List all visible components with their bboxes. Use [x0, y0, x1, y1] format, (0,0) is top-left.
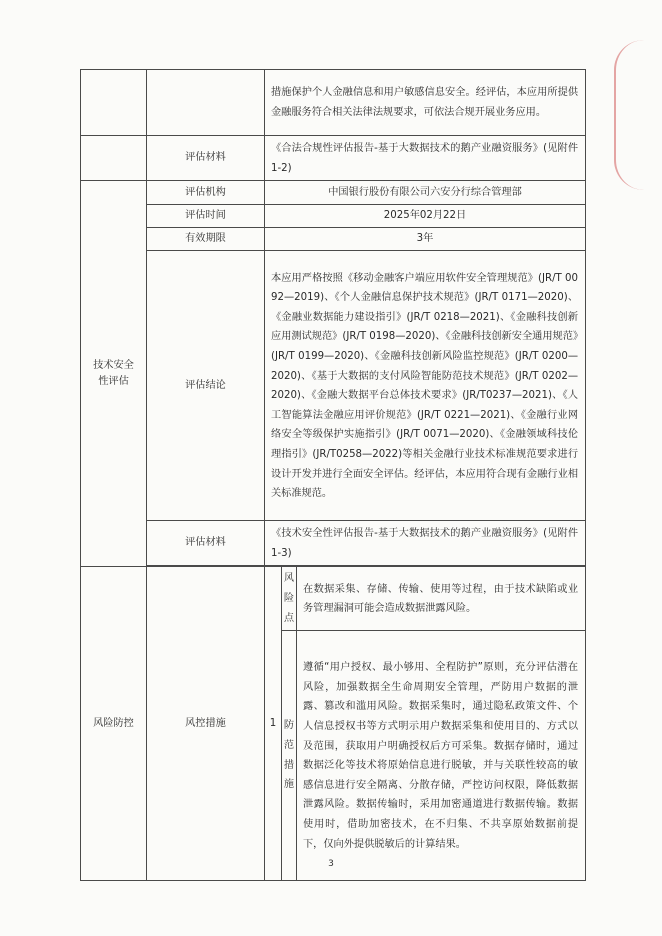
assessment-time-label: 评估时间 [147, 205, 265, 228]
validity-period-value: 3年 [265, 228, 586, 251]
risk-control-section-label: 风险防控 [81, 567, 147, 881]
table-row [81, 136, 586, 181]
table-row [81, 181, 586, 205]
table-row [81, 70, 586, 136]
compliance-conclusion-continued: 措施保护个人金融信息和用户敏感信息安全。经评估，本应用所提供金融服务符合相关法律法规要求，可依法合规开展业务应用。 [265, 70, 586, 136]
prevention-measures-label: 防 范 措 施 [282, 631, 297, 881]
risk-measures-label: 风控措施 [147, 567, 265, 881]
tech-material-label: 评估材料 [147, 521, 265, 566]
compliance-material-label: 评估材料 [147, 136, 265, 181]
assessment-time-value: 2025年02月22日 [265, 205, 586, 228]
tech-material-text: 《技术安全性评估报告-基于大数据技术的鹅产业融资服务》(见附件1-3) [265, 521, 586, 566]
table-row [81, 228, 586, 251]
compliance-material-text: 《合法合规性评估报告-基于大数据技术的鹅产业融资服务》(见附件1-2) [265, 136, 586, 181]
seal-stamp-partial [614, 40, 662, 190]
risk-point-label: 风 险 点 [282, 567, 297, 631]
table-row [81, 251, 586, 521]
tech-security-section-label: 技术安全 性评估 [81, 181, 147, 567]
assessment-conclusion-text: 本应用严格按照《移动金融客户端应用软件安全管理规范》(JR/T 0092—2019)、《个人金融信息保护技术规范》(JR/T 0171—2020)、《金融业数据能力建设指引》(JR/T 0218—2021)、《金融科技创新应用测试规范》(JR/T 0198—2020)、《金融科技创新安全通用规范》(JR/T 0199—2020)、《金融科技创新风险监控规范》(JR/T 0200—2020)、《基于大数据的支付风险智能防范技术规范》(JR/T 0202—2020)、《金融大数据平台总体技术要求》(JR/T0237—2021)、《人工智能算法金融应用评价规范》(JR/T 0221—2021)、《金融行业网络安全等级保护实施指引》(JR/T 0071—2020)、《金融领域科技伦理指引》(JR/T0258—2022)等相关金融行业技术标准规范要求进行设计开发并进行全面安全评估。经评估，本应用符合现有金融行业相关标准规范。 [265, 251, 586, 521]
assessment-conclusion-label: 评估结论 [147, 251, 265, 521]
assessment-org-value: 中国银行股份有限公司六安分行综合管理部 [265, 181, 586, 205]
table-row [81, 567, 586, 631]
assessment-org-label: 评估机构 [147, 181, 265, 205]
prevention-measures-text: 遵循“用户授权、最小够用、全程防护”原则，充分评估潜在风险，加强数据全生命周期安全管理，严防用户数据的泄露、篡改和滥用风险。数据采集时，通过隐私政策文件、个人信息授权书等方式明示用户数据采集和使用目的、方式以及范围，获取用户明确授权后方可采集。数据存储时，通过数据泛化等技术将原始信息进行脱敏，并与关联性较高的敏感信息进行安全隔离、分散存储，严控访问权限，降低数据泄露风险。数据传输时，采用加密通道进行数据传输。数据使用时，借助加密技术，在不归集、不共享原始数据前提下，仅向外提供脱敏后的计算结果。 [297, 631, 586, 881]
validity-period-label: 有效期限 [147, 228, 265, 251]
table-row [81, 205, 586, 228]
table-row [81, 521, 586, 566]
risk-point-text: 在数据采集、存储、传输、使用等过程，由于技术缺陷或业务管理漏洞可能会造成数据泄露风险。 [297, 567, 586, 631]
page-number: 3 [328, 859, 334, 869]
assessment-table [80, 69, 586, 881]
risk-item-number: 1 [265, 567, 282, 881]
